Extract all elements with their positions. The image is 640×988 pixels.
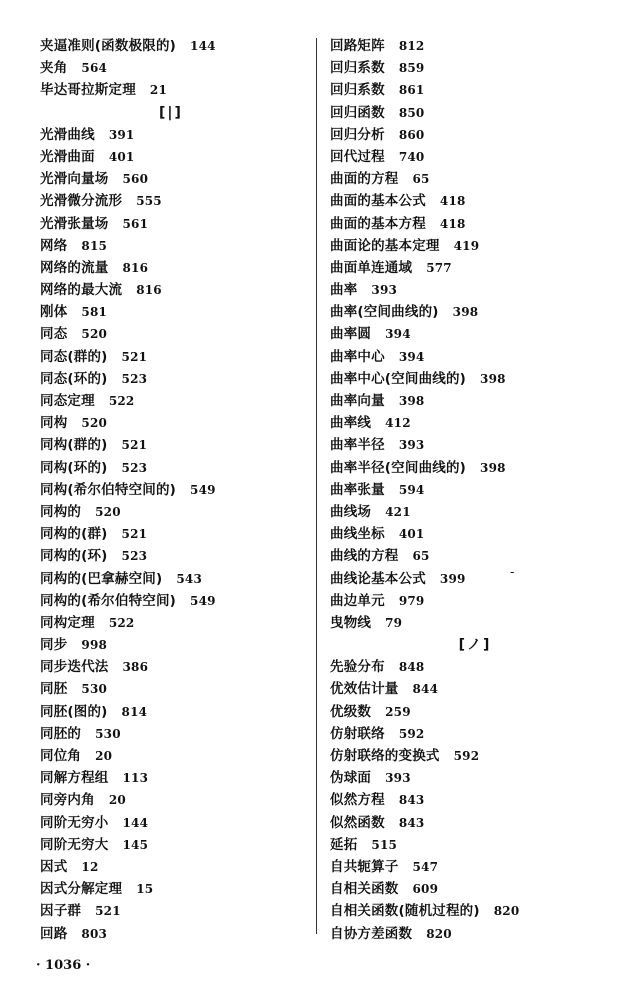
index-entry — [40, 479, 302, 501]
index-term: 同阶无穷大 — [40, 836, 109, 853]
index-entry — [330, 35, 620, 57]
page-number: · 1036 · — [36, 958, 91, 973]
index-page-number: 861 — [398, 83, 425, 98]
index-term: 似然函数 — [330, 814, 385, 831]
index-page-number: 815 — [81, 238, 108, 253]
index-term: 夹逼准则(函数极限的) — [40, 38, 177, 54]
index-term: 刚体 — [40, 304, 68, 321]
index-entry — [330, 590, 620, 612]
index-page-number: 399 — [439, 571, 466, 586]
index-page-number: 859 — [398, 61, 425, 76]
index-entry — [40, 523, 302, 545]
index-entry — [40, 190, 302, 212]
index-entry — [40, 745, 302, 767]
index-page-number: 65 — [412, 172, 430, 187]
index-page-number: 65 — [412, 549, 430, 564]
index-term: 回路 — [40, 925, 68, 942]
index-entry — [40, 257, 302, 279]
index-term: 曲率张量 — [330, 481, 385, 498]
index-page-number: 145 — [122, 837, 149, 852]
index-page-number: 820 — [493, 904, 520, 919]
index-entry — [40, 57, 302, 79]
index-page-number: 740 — [398, 149, 425, 164]
index-entry — [330, 701, 620, 723]
index-page-number: 522 — [108, 615, 135, 630]
index-column-left — [40, 35, 302, 945]
index-page-number: 521 — [95, 904, 121, 919]
index-page-number: 394 — [385, 327, 411, 342]
index-entry — [330, 412, 620, 434]
index-page-number: 816 — [136, 283, 162, 298]
index-entry — [330, 812, 620, 834]
index-entry — [40, 767, 302, 789]
index-page-number: 113 — [122, 771, 149, 786]
index-page-number: 820 — [426, 926, 452, 941]
index-page-number: 520 — [95, 504, 121, 519]
index-entry — [40, 124, 302, 146]
index-page-number: 419 — [453, 238, 480, 253]
index-term: 优级数 — [330, 703, 372, 720]
index-page-number: 523 — [121, 460, 148, 475]
index-page-number: 394 — [398, 349, 425, 364]
index-term: 网络的流量 — [40, 259, 109, 276]
index-page-number: 398 — [398, 394, 425, 408]
index-term: 夹角 — [40, 60, 68, 77]
section-heading: [|] — [159, 104, 183, 121]
index-page-number: 391 — [108, 127, 135, 142]
index-entry — [330, 900, 620, 922]
index-page-number: 860 — [398, 127, 425, 142]
index-term: 毕达哥拉斯定理 — [40, 82, 136, 99]
index-page-number: 848 — [398, 660, 425, 675]
index-page-number: 20 — [108, 793, 126, 808]
index-entry — [330, 923, 620, 945]
index-entry — [40, 146, 302, 168]
index-page-number: 560 — [122, 172, 149, 187]
index-entry — [40, 923, 302, 945]
index-page-number: 803 — [81, 926, 108, 941]
index-entry — [40, 545, 302, 567]
index-term: 曲率(空间曲线的) — [330, 304, 439, 321]
index-page-number: 547 — [412, 859, 439, 874]
index-entry — [330, 834, 620, 856]
index-entry — [330, 124, 620, 146]
index-entry — [330, 434, 620, 456]
index-entry — [40, 612, 302, 634]
index-page-number: 530 — [81, 682, 108, 697]
index-page-number: 398 — [480, 371, 506, 386]
index-term: 似然方程 — [330, 792, 385, 809]
index-term: 同构定理 — [40, 614, 95, 631]
index-term: 伪球面 — [330, 770, 372, 787]
index-entry — [40, 789, 302, 811]
index-entry — [330, 168, 620, 190]
index-term: 曲线坐标 — [330, 526, 385, 543]
index-term: 同构 — [40, 415, 68, 432]
index-page-number: 523 — [121, 371, 148, 386]
column-divider — [316, 38, 317, 934]
index-entry — [40, 723, 302, 745]
index-page-number: 21 — [149, 83, 168, 98]
index-term: 曲率中心 — [330, 348, 385, 365]
index-page-number: 816 — [122, 260, 149, 275]
index-entry — [330, 678, 620, 700]
index-entry — [40, 235, 302, 257]
index-term: 回路矩阵 — [330, 38, 385, 54]
index-entry — [40, 368, 302, 390]
index-term: 光滑曲面 — [40, 148, 95, 165]
index-term: 因式 — [40, 858, 68, 875]
index-term: 同胚(图的) — [40, 703, 108, 720]
index-term: 回归函数 — [330, 104, 385, 121]
index-term: 同态定理 — [40, 393, 95, 409]
index-entry — [330, 878, 620, 900]
index-page-number: 812 — [398, 39, 425, 53]
index-entry — [330, 457, 620, 479]
index-entry — [40, 701, 302, 723]
index-page-number: 393 — [385, 771, 411, 786]
index-term: 同构的 — [40, 503, 82, 520]
index-term: 曲率 — [330, 282, 358, 299]
index-page-number: 521 — [121, 438, 148, 453]
index-entry — [330, 368, 620, 390]
index-page-number: 814 — [121, 704, 148, 719]
index-term: 同旁内角 — [40, 792, 95, 809]
index-page-number: 564 — [81, 61, 108, 76]
index-page-number: 592 — [398, 726, 425, 741]
index-page-number: 844 — [412, 682, 439, 697]
index-term: 曲率向量 — [330, 393, 385, 409]
index-term: 曲面单连通域 — [330, 259, 413, 276]
index-entry — [40, 812, 302, 834]
index-term: 同步 — [40, 637, 68, 654]
index-page-number: 549 — [190, 482, 216, 497]
index-term: 回代过程 — [330, 148, 385, 165]
index-page-number: 577 — [426, 260, 452, 275]
index-page-number: 543 — [176, 571, 202, 586]
index-page-number: 418 — [439, 216, 466, 231]
index-entry — [330, 723, 620, 745]
index-page-number: 979 — [398, 593, 425, 608]
index-term: 光滑曲线 — [40, 126, 95, 143]
index-term: 曲率线 — [330, 415, 372, 432]
index-term: 曲率半径(空间曲线的) — [330, 459, 467, 476]
index-entry — [330, 279, 620, 301]
index-page-number: 421 — [385, 504, 411, 519]
index-entry — [40, 656, 302, 678]
index-page-number: 520 — [81, 327, 108, 342]
index-term: 光滑向量场 — [40, 171, 109, 188]
index-term: 回归分析 — [330, 126, 385, 143]
index-page-number: 144 — [122, 815, 149, 830]
index-entry — [330, 545, 620, 567]
index-page-number: 144 — [190, 39, 216, 53]
index-page-number: 515 — [371, 837, 398, 852]
index-entry — [40, 634, 302, 656]
index-column-right — [330, 35, 620, 945]
index-entry — [330, 301, 620, 323]
index-entry — [40, 79, 302, 101]
index-term: 自相关函数 — [330, 881, 399, 898]
index-term: 同构的(群) — [40, 526, 108, 543]
index-term: 曲率半径 — [330, 437, 385, 454]
index-page-number: 418 — [439, 194, 466, 209]
index-entry — [330, 190, 620, 212]
index-term: 曲线论基本公式 — [330, 570, 426, 587]
index-term: 自共轭算子 — [330, 858, 399, 875]
index-page-number: 401 — [108, 149, 135, 164]
index-page-number: 398 — [452, 305, 479, 320]
index-page-number: 79 — [385, 615, 403, 630]
index-term: 光滑微分流形 — [40, 193, 123, 210]
index-entry — [330, 235, 620, 257]
index-entry — [330, 323, 620, 345]
index-entry — [330, 79, 620, 101]
index-term: 回归系数 — [330, 60, 385, 77]
index-term: 自协方差函数 — [330, 925, 413, 942]
index-entry — [330, 856, 620, 878]
index-entry — [330, 501, 620, 523]
index-term: 同态 — [40, 326, 68, 343]
index-term: 同阶无穷小 — [40, 814, 109, 831]
index-page-number: 998 — [81, 638, 108, 653]
index-page-number: 843 — [398, 793, 425, 808]
index-entry — [40, 678, 302, 700]
index-entry — [40, 412, 302, 434]
index-page-number: 521 — [121, 527, 148, 542]
index-page-number: 412 — [385, 416, 411, 431]
index-page-number: 259 — [385, 704, 411, 719]
index-term: 同胚 — [40, 681, 68, 698]
index-entry — [40, 279, 302, 301]
index-term: 因子群 — [40, 903, 82, 920]
index-entry — [40, 168, 302, 190]
index-term: 同解方程组 — [40, 770, 109, 787]
index-page-number: 592 — [453, 749, 480, 763]
index-page-number: 522 — [108, 394, 135, 408]
index-page-number: 523 — [121, 549, 148, 564]
index-page-number: 520 — [81, 416, 108, 431]
index-entry — [330, 102, 620, 124]
index-entry — [40, 323, 302, 345]
index-entry — [330, 767, 620, 789]
index-term: 曲率中心(空间曲线的) — [330, 370, 467, 387]
index-term: 同态(环的) — [40, 370, 108, 387]
index-term: 同胚的 — [40, 725, 82, 742]
index-page-number: 549 — [190, 593, 216, 608]
index-page-number: 530 — [95, 726, 121, 741]
index-entry — [330, 523, 620, 545]
index-entry — [40, 590, 302, 612]
index-entry — [330, 612, 620, 634]
index-term: 同态(群的) — [40, 348, 108, 365]
index-term: 优效估计量 — [330, 681, 399, 698]
index-entry — [40, 856, 302, 878]
index-entry — [40, 301, 302, 323]
index-page-number: 561 — [122, 216, 149, 231]
index-term: 曲面的方程 — [330, 171, 399, 188]
index-term: 曲线场 — [330, 503, 372, 520]
index-term: 曲面的基本方程 — [330, 215, 426, 232]
index-term: 因式分解定理 — [40, 881, 123, 898]
index-entry — [330, 257, 620, 279]
index-page-number: 594 — [398, 482, 425, 497]
index-term: 曲率圆 — [330, 326, 372, 343]
index-page-number: 609 — [412, 882, 439, 897]
index-term: 同位角 — [40, 748, 82, 764]
index-term: 光滑张量场 — [40, 215, 109, 232]
index-entry — [40, 35, 302, 57]
index-entry — [330, 346, 620, 368]
index-page-number: 15 — [136, 882, 154, 897]
index-entry — [330, 213, 620, 235]
index-term: 网络 — [40, 237, 68, 254]
index-entry — [330, 146, 620, 168]
index-page-number: 386 — [122, 660, 149, 675]
index-page-number: 401 — [398, 527, 425, 542]
index-page-number: 521 — [121, 349, 148, 364]
index-entry — [40, 213, 302, 235]
index-term: 同构的(环) — [40, 548, 108, 565]
index-entry — [330, 57, 620, 79]
index-page-number: 20 — [95, 749, 113, 763]
index-entry — [40, 834, 302, 856]
index-entry — [40, 434, 302, 456]
index-entry — [40, 568, 302, 590]
index-page-number: 393 — [371, 283, 398, 298]
index-entry — [40, 900, 302, 922]
index-entry — [330, 789, 620, 811]
index-page-number: 398 — [480, 460, 506, 475]
index-term: 同构(希尔伯特空间的) — [40, 481, 177, 498]
index-page-number: 850 — [398, 105, 425, 120]
index-term: 曲线的方程 — [330, 548, 399, 565]
index-page-number: 12 — [81, 859, 99, 874]
index-term: 曳物线 — [330, 614, 372, 631]
index-entry — [40, 346, 302, 368]
index-entry — [330, 390, 620, 412]
index-term: 自相关函数(随机过程的) — [330, 903, 480, 920]
index-term: 仿射联络 — [330, 725, 385, 742]
section-heading: [ノ] — [458, 637, 492, 654]
index-entry — [330, 479, 620, 501]
index-page-number: 393 — [398, 438, 425, 453]
index-term: 回归系数 — [330, 82, 385, 99]
index-page-number: 843 — [398, 815, 425, 830]
index-term: 曲边单元 — [330, 592, 385, 609]
index-page-number: 581 — [81, 305, 108, 320]
index-term: 同构的(希尔伯特空间) — [40, 592, 177, 609]
stray-mark: - — [510, 565, 515, 579]
index-entry — [330, 656, 620, 678]
index-term: 同构(群的) — [40, 437, 108, 454]
index-term: 曲面的基本公式 — [330, 193, 426, 210]
index-term: 先验分布 — [330, 659, 385, 676]
index-term: 同构(环的) — [40, 459, 108, 476]
index-entry — [40, 878, 302, 900]
index-term: 同步迭代法 — [40, 659, 109, 676]
index-entry — [330, 745, 620, 767]
index-term: 延拓 — [330, 836, 358, 853]
index-term: 仿射联络的变换式 — [330, 748, 440, 764]
index-page-number: 555 — [136, 194, 162, 209]
index-term: 网络的最大流 — [40, 282, 123, 299]
index-entry — [40, 390, 302, 412]
index-term: 曲面论的基本定理 — [330, 237, 440, 254]
index-entry — [40, 457, 302, 479]
index-term: 同构的(巴拿赫空间) — [40, 570, 163, 587]
index-entry — [330, 568, 620, 590]
index-entry — [40, 501, 302, 523]
